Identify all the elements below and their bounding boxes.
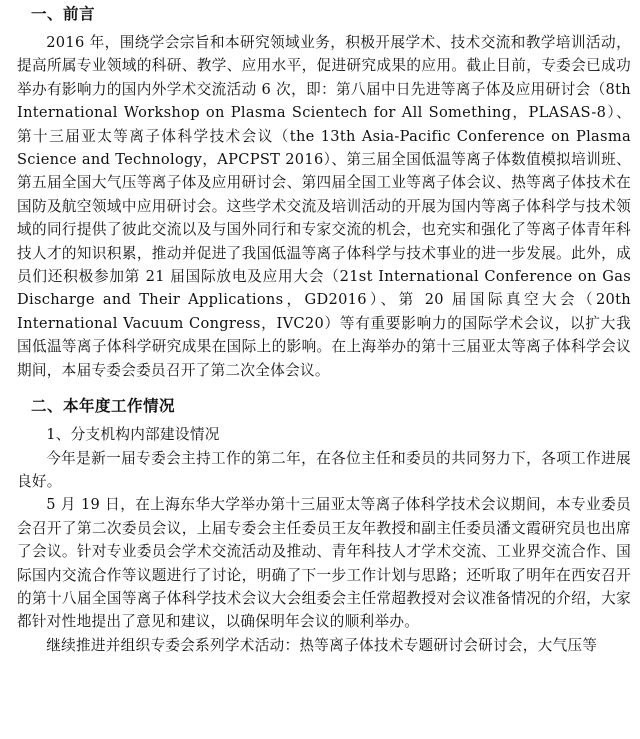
section-heading-preface: 一、前言 [31,5,96,23]
work-paragraph-3: 继续推进并组织专委会系列学术活动：热等离子体技术专题研讨会研讨会，大气压等 [46,636,598,654]
subsection-heading-internal-construction: 1、分支机构内部建设情况 [46,426,220,444]
work-paragraph-2: 5 月 19 日，在上海东华大学举办第十三届亚太等离子体科学技术会议期间，本专业委员会召开了第二次委员会议，上届专委会主任委员王友年教授和副主任委员潘文霞研究员也出席了会议。针对专业委员会学术交流活动及推动、青年科技人才学术交流、工业界交流合作、国际国内交流合作等议题进行了讨论，明确了下一步工作计划与思路；还听取了明年在西安召开的第十八届全国等离子体科学技术会议大会组委会主任常超教授对会议准备情况的介绍，大家都针对性地提出了意见和建议，以确保明年会议的顺利举办。 [17,496,631,631]
section-heading-annual-work: 二、本年度工作情况 [31,397,176,416]
work-paragraph-1: 今年是新一届专委会主持工作的第二年，在各位主任和委员的共同努力下，各项工作进展良好。 [17,449,631,490]
preface-paragraph: 2016 年，围绕学会宗旨和本研究领域业务，积极开展学术、技术交流和教学培训活动，提高所属专业领域的科研、教学、应用水平，促进研究成果的应用。截止目前，专委会已成功举办有影响力的国内外学术交流活动 6 次，即：第八届中日先进等离子体及应用研讨会（8th International Workshop on Plasma Scientech for All Something，PLASAS-8）、第十三届亚太等离子体科学技术会议（the 13th Asia-Pacific Conference on Plasma Science and Technology，APCPST 2016）、第三届全国低温等离子体数值模拟培训班、第五届全国大气压等离子体及应用研讨会、第四届全国工业等离子体会议、热等离子体技术在国防及航空领域中应用研讨会。这些学术交流及培训活动的开展为国内等离子体科学与技术领域的同行提供了彼此交流以及与国外同行和专家交流的机会，也充实和强化了等离子体青年科技人才的知识积累，推动并促进了我国低温等离子体科学与技术事业的进一步发展。此外，成员们还积极参加第 21 届国际放电及应用大会（21st International Conference on Gas Discharge and Their Applications，GD2016）、第 20 届国际真空大会（20th International Vacuum Congress，IVC20）等有重要影响力的国际学术会议，以扩大我国低温等离子体科学研究成果在国际上的影响。在上海举办的第十三届亚太等离子体科学会议期间，本届专委会委员召开了第二次全体会议。 [17,34,631,379]
